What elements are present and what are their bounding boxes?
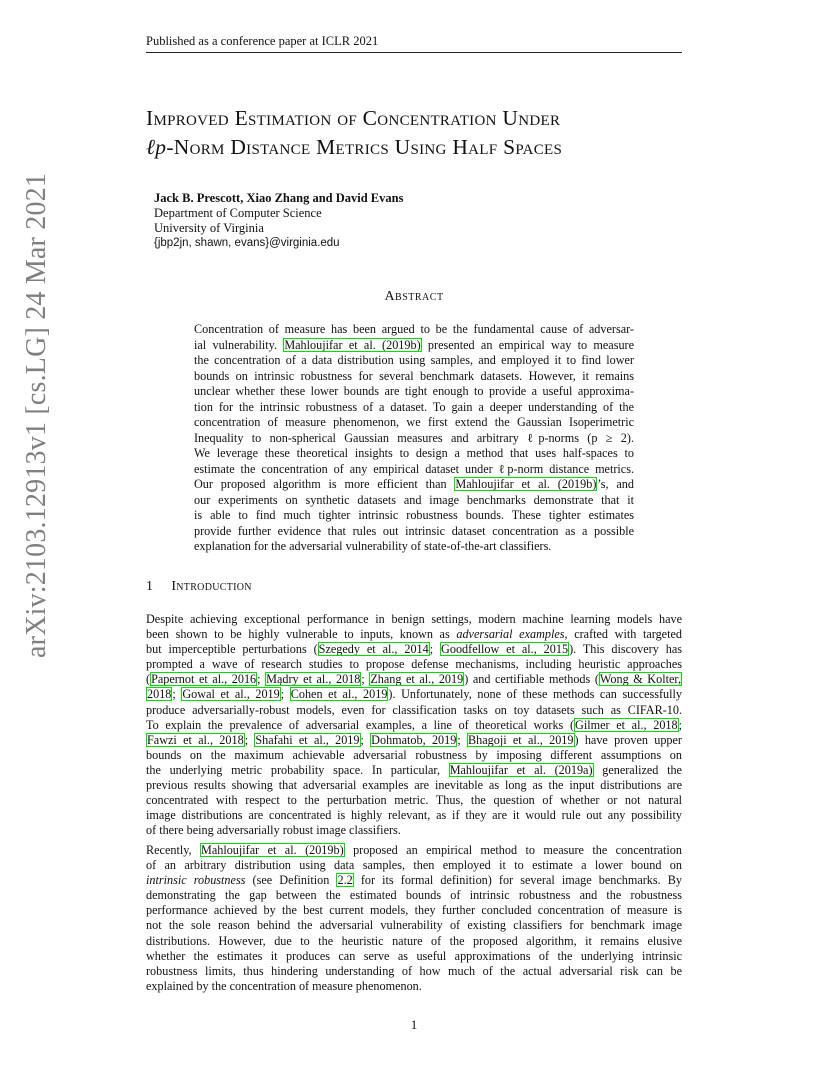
citation-link[interactable]: Szegedy et al., 2014 bbox=[318, 642, 429, 657]
paragraph-line bbox=[146, 843, 682, 858]
paragraph-text: ; bbox=[429, 642, 441, 657]
abstract-text: ial vulnerability. bbox=[194, 337, 284, 352]
abstract-text: Inequality to non-spherical Gaussian measures and arbitrary ℓp-norms (p ≥ 2). bbox=[194, 430, 634, 445]
paragraph-line bbox=[146, 703, 682, 718]
paragraph-line bbox=[146, 964, 682, 979]
abstract-text: bounds on intrinsic robustness for several benchmark datasets. However, it remains bbox=[194, 368, 634, 383]
paragraph-line bbox=[146, 627, 682, 642]
paragraph-text: ( bbox=[146, 672, 151, 687]
abstract-text: Our proposed algorithm is more efficient than bbox=[194, 477, 455, 491]
paper-title bbox=[146, 104, 706, 162]
abstract-line bbox=[194, 400, 634, 416]
paragraph-text: Despite achieving exceptional performance in benign settings, modern machine learning models have bbox=[146, 612, 682, 626]
abstract-heading: Abstract bbox=[384, 289, 444, 304]
author-names: Jack B. Prescott, Xiao Zhang and David Evans bbox=[154, 191, 404, 205]
abstract-text: the concentration of a data distribution using samples, and employed it to find lower bbox=[194, 353, 634, 367]
paragraph-text: robustness limits, thus hindering understanding of how much of the actual adversarial risk can be bbox=[146, 963, 682, 978]
paragraph-text: not the sole reason behind the adversarial vulnerability of existing classifiers for benchmark image bbox=[146, 918, 682, 933]
paragraph-text: ) and certifiable methods ( bbox=[464, 672, 599, 687]
paragraph-text: (see Definition bbox=[245, 873, 337, 888]
intro-paragraph-2 bbox=[146, 843, 682, 994]
paragraph-line bbox=[146, 733, 682, 748]
header-rule bbox=[146, 52, 682, 53]
paragraph-text: proposed an empirical method to measure the concentration bbox=[344, 843, 682, 857]
citation-link[interactable]: Gilmer et al., 2018 bbox=[575, 717, 678, 732]
section-heading bbox=[146, 579, 252, 595]
paragraph-text: ; bbox=[457, 732, 467, 747]
paragraph-line bbox=[146, 858, 682, 873]
paragraph-text: prompted a wave of research studies to propose defense mechanisms, including heuristic approaches bbox=[146, 657, 682, 672]
author-email[interactable]: {jbp2jn, shawn, evans}@virginia.edu bbox=[154, 237, 340, 249]
abstract-line bbox=[194, 477, 634, 493]
abstract-line bbox=[194, 353, 634, 369]
abstract-line bbox=[194, 338, 634, 354]
paragraph-line bbox=[146, 657, 682, 672]
paragraph-text: ). This discovery has bbox=[569, 642, 682, 657]
citation-link[interactable]: 2.2 bbox=[337, 873, 353, 888]
paragraph-line bbox=[146, 934, 682, 949]
title-line-1: Improved Estimation of Concentration Under bbox=[146, 106, 561, 130]
abstract-line bbox=[194, 322, 634, 338]
author-block bbox=[154, 191, 403, 251]
paragraph-line bbox=[146, 903, 682, 918]
abstract-text: provide further evidence that rules out intrinsic dataset concentration as a possible bbox=[194, 523, 634, 538]
abstract-text: We leverage these theoretical insights to design a method that uses half-spaces to bbox=[194, 446, 634, 460]
paragraph-text: been shown to be highly vulnerable to inputs, known as bbox=[146, 627, 457, 642]
paragraph-line bbox=[146, 718, 682, 733]
paragraph-text: ; bbox=[280, 687, 290, 702]
intro-paragraph-1 bbox=[146, 612, 682, 838]
citation-link[interactable]: Goodfellow et al., 2015 bbox=[441, 642, 569, 657]
citation-link[interactable]: Zhang et al., 2019 bbox=[370, 672, 464, 687]
abstract-text: unclear whether these lower bounds are tight enough to provide a useful approxima- bbox=[194, 384, 634, 398]
paragraph-text: demonstrating the gap between the estimated bounds of intrinsic robustness and the robustness bbox=[146, 888, 682, 903]
paragraph-text: generalized the bbox=[593, 762, 682, 777]
abstract-line bbox=[194, 415, 634, 431]
abstract-text: explanation for the adversarial vulnerability of state-of-the-art classifiers. bbox=[194, 539, 552, 553]
paragraph-text: produce adversarially-robust models, even for classification tasks on toy datasets such as CIFAR-10. bbox=[146, 702, 682, 717]
paragraph-text: ; bbox=[244, 732, 255, 747]
abstract-line bbox=[194, 508, 634, 524]
abstract-line bbox=[194, 446, 634, 462]
paragraph-line bbox=[146, 642, 682, 657]
paragraph-line bbox=[146, 823, 682, 838]
paragraph-line bbox=[146, 808, 682, 823]
paragraph-text: To explain the prevalence of adversarial examples, a line of theoretical works ( bbox=[146, 717, 575, 732]
department: Department of Computer Science bbox=[154, 206, 322, 220]
emphasis-text: intrinsic robustness bbox=[146, 873, 246, 888]
paragraph-text: ; bbox=[360, 732, 371, 747]
paragraph-text: ; bbox=[678, 717, 682, 732]
arxiv-stamp: arXiv:2103.12913v1 [cs.LG] 24 Mar 2021 bbox=[21, 172, 52, 658]
citation-link[interactable]: Fawzi et al., 2018 bbox=[147, 732, 244, 747]
paragraph-text: but imperceptible perturbations ( bbox=[146, 642, 318, 657]
title-line-2 bbox=[146, 133, 706, 162]
abstract-line bbox=[194, 384, 634, 400]
title-line-2-text: -Norm Distance Metrics Using Half Spaces bbox=[166, 135, 563, 159]
paragraph-text: previous results showing that adversarial examples are inevitable as long as the input distributions are bbox=[146, 778, 682, 793]
abstract-line bbox=[194, 493, 634, 509]
paragraph-text: Recently, bbox=[146, 843, 200, 857]
paragraph-text: performance achieved by the best current models, they further concluded concentration of measure is bbox=[146, 903, 682, 918]
citation-link[interactable]: Mahloujifar et al. (2019a) bbox=[449, 762, 593, 777]
paragraph-line bbox=[146, 612, 682, 627]
paragraph-text: ). Unfortunately, none of these methods can successfully bbox=[388, 687, 683, 702]
abstract-text: tion for the intrinsic robustness of a dataset. To gain a deeper understanding of the bbox=[194, 399, 634, 414]
paragraph-text: concentrated with respect to the perturbation metric. Thus, the question of whether or not natural bbox=[146, 793, 682, 808]
paragraph-text: ; bbox=[361, 672, 370, 687]
abstract-text: estimate the concentration of any empirical dataset under ℓp-norm distance metrics. bbox=[194, 461, 634, 476]
emphasis-text: adversarial examples bbox=[456, 627, 565, 642]
paragraph-text: of there being adversarially robust image classifiers. bbox=[146, 823, 401, 838]
abstract-text: Concentration of measure has been argued to be the fundamental cause of adversar- bbox=[194, 322, 634, 336]
citation-link[interactable]: Mahloujifar et al. (2019b) bbox=[200, 843, 344, 857]
paragraph-line bbox=[146, 748, 682, 763]
paragraph-line bbox=[146, 979, 682, 994]
abstract-text: concentration of measure phenomenon, we first extend the Gaussian Isoperimetric bbox=[194, 415, 634, 429]
citation-link[interactable]: Mądry et al., 2018 bbox=[266, 672, 361, 687]
citation-link[interactable]: Gowal et al., 2019 bbox=[182, 687, 280, 702]
lp-symbol: ℓp bbox=[146, 135, 167, 159]
paragraph-text: ; bbox=[257, 672, 266, 687]
citation-link[interactable]: Mahloujifar et al. (2019b) bbox=[284, 337, 421, 352]
page-number: 1 bbox=[410, 1017, 418, 1032]
citation-link[interactable]: Dohmatob, 2019 bbox=[371, 732, 457, 747]
paragraph-text: for its formal definition) for several image benchmarks. By bbox=[353, 873, 683, 888]
abstract-text: ’s, and bbox=[597, 477, 634, 491]
paragraph-text: bounds on the maximum achievable adversarial robustness by imposing different assumptions on bbox=[146, 747, 682, 762]
abstract-line bbox=[194, 524, 634, 540]
paragraph-text: ; bbox=[172, 687, 182, 702]
running-header: Published as a conference paper at ICLR 2021 bbox=[146, 34, 379, 48]
abstract-text: our experiments on synthetic datasets and image benchmarks demonstrate that it bbox=[194, 492, 634, 507]
paragraph-line bbox=[146, 918, 682, 933]
paragraph-line bbox=[146, 888, 682, 903]
citation-link[interactable]: Wong & Kolter, bbox=[599, 672, 682, 687]
paragraph-text: whether the estimates it produces can serve as useful approximations of the underlying intrinsic bbox=[146, 948, 682, 963]
paragraph-text: image distributions are concentrated is highly relevant, as if they are it would rule out any possibility bbox=[146, 808, 682, 823]
paragraph-line bbox=[146, 949, 682, 964]
paragraph-line bbox=[146, 687, 682, 702]
paragraph-text: distributions. However, due to the heuristic nature of the proposed algorithm, it remains elusive bbox=[146, 933, 682, 948]
citation-link[interactable]: Papernot et al., 2016 bbox=[151, 672, 257, 687]
paragraph-text: explained by the concentration of measure phenomenon. bbox=[146, 978, 422, 993]
abstract-body bbox=[194, 322, 634, 555]
paragraph-line bbox=[146, 763, 682, 778]
citation-link[interactable]: Shafahi et al., 2019 bbox=[255, 732, 360, 747]
paragraph-line bbox=[146, 778, 682, 793]
university: University of Virginia bbox=[154, 221, 264, 235]
paragraph-text: ) have proven upper bbox=[574, 732, 682, 747]
paragraph-line bbox=[146, 672, 682, 687]
citation-link[interactable]: 2018 bbox=[147, 687, 172, 702]
citation-link[interactable]: Bhagoji et al., 2019 bbox=[468, 732, 574, 747]
paragraph-line bbox=[146, 873, 682, 888]
paragraph-text: , crafted with targeted bbox=[564, 627, 682, 642]
paragraph-line bbox=[146, 793, 682, 808]
abstract-text: is able to find much tighter intrinsic robustness bounds. These tighter estimates bbox=[194, 508, 634, 522]
abstract-line bbox=[194, 462, 634, 478]
paragraph-text: of an arbitrary distribution using data samples, then employed it to estimate a lower bound on bbox=[146, 858, 682, 873]
abstract-line bbox=[194, 369, 634, 385]
abstract-text: presented an empirical way to measure bbox=[421, 337, 635, 352]
section-number: 1 bbox=[146, 579, 154, 594]
section-title: Introduction bbox=[171, 579, 252, 594]
paragraph-text: the underlying metric probability space. In particular, bbox=[146, 762, 449, 777]
citation-link[interactable]: Cohen et al., 2019 bbox=[290, 687, 388, 702]
abstract-line bbox=[194, 431, 634, 447]
abstract-line bbox=[194, 539, 634, 555]
citation-link[interactable]: Mahloujifar et al. (2019b) bbox=[455, 477, 597, 491]
